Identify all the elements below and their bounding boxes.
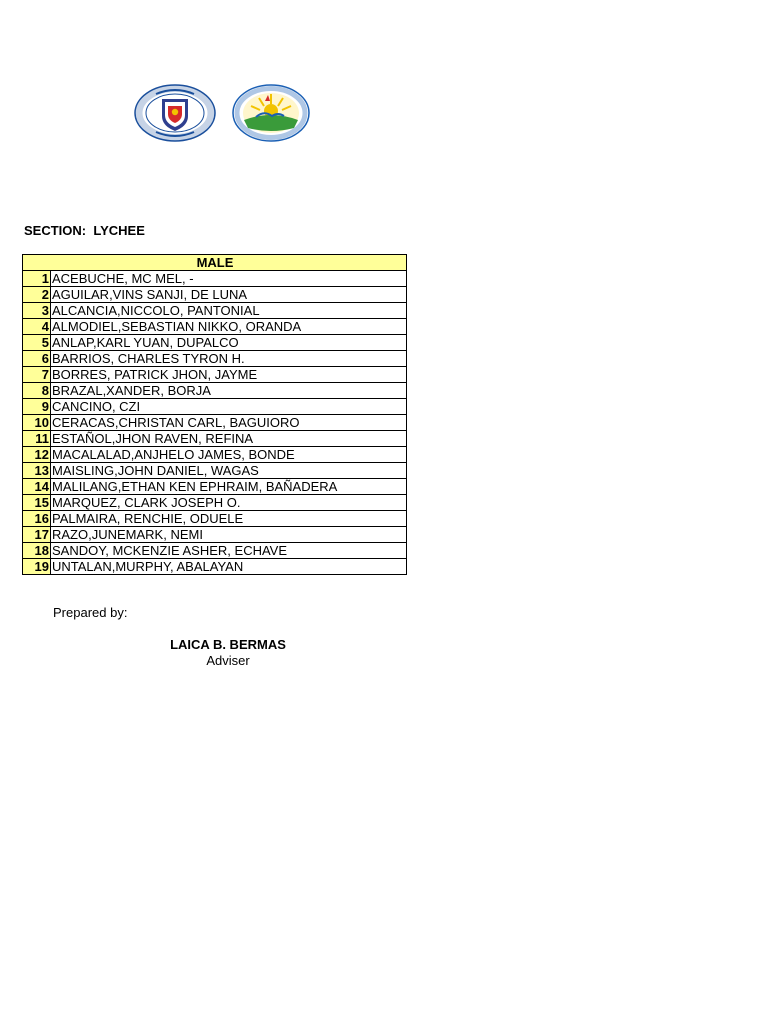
student-name: MAISLING,JOHN DANIEL, WAGAS — [51, 463, 407, 479]
table-row — [23, 559, 407, 575]
row-number: 11 — [23, 431, 51, 447]
row-number: 18 — [23, 543, 51, 559]
section-name: LYCHEE — [93, 223, 145, 238]
row-number: 3 — [23, 303, 51, 319]
row-number: 5 — [23, 335, 51, 351]
male-roster-table — [22, 254, 407, 575]
table-row — [23, 319, 407, 335]
student-name: ANLAP,KARL YUAN, DUPALCO — [51, 335, 407, 351]
student-name: MARQUEZ, CLARK JOSEPH O. — [51, 495, 407, 511]
prepared-by-label: Prepared by: — [53, 605, 128, 620]
student-name: PALMAIRA, RENCHIE, ODUELE — [51, 511, 407, 527]
student-name: UNTALAN,MURPHY, ABALAYAN — [51, 559, 407, 575]
table-row — [23, 495, 407, 511]
table-row — [23, 479, 407, 495]
row-number: 14 — [23, 479, 51, 495]
table-row — [23, 383, 407, 399]
adviser-title: Adviser — [206, 653, 250, 668]
row-number: 6 — [23, 351, 51, 367]
row-number: 4 — [23, 319, 51, 335]
student-name: MALILANG,ETHAN KEN EPHRAIM, BAÑADERA — [51, 479, 407, 495]
student-name: CERACAS,CHRISTAN CARL, BAGUIORO — [51, 415, 407, 431]
table-row — [23, 271, 407, 287]
section-label: SECTION: — [24, 223, 87, 238]
roster-header-row — [23, 255, 407, 271]
student-name: ESTAÑOL,JHON RAVEN, REFINA — [51, 431, 407, 447]
table-row — [23, 447, 407, 463]
row-number: 15 — [23, 495, 51, 511]
student-name: AGUILAR,VINS SANJI, DE LUNA — [51, 287, 407, 303]
student-name: ACEBUCHE, MC MEL, - — [51, 271, 407, 287]
student-name: ALMODIEL,SEBASTIAN NIKKO, ORANDA — [51, 319, 407, 335]
table-row — [23, 431, 407, 447]
student-name: MACALALAD,ANJHELO JAMES, BONDE — [51, 447, 407, 463]
student-name: BRAZAL,XANDER, BORJA — [51, 383, 407, 399]
row-number: 1 — [23, 271, 51, 287]
row-number: 10 — [23, 415, 51, 431]
row-number: 8 — [23, 383, 51, 399]
student-name: ALCANCIA,NICCOLO, PANTONIAL — [51, 303, 407, 319]
row-number: 13 — [23, 463, 51, 479]
table-row — [23, 543, 407, 559]
student-name: BORRES, PATRICK JHON, JAYME — [51, 367, 407, 383]
deped-seal-icon — [134, 84, 216, 142]
deped-seal-logo — [134, 84, 216, 142]
table-row — [23, 399, 407, 415]
student-name: CANCINO, CZI — [51, 399, 407, 415]
student-name: RAZO,JUNEMARK, NEMI — [51, 527, 407, 543]
section-heading — [24, 223, 145, 238]
row-number: 7 — [23, 367, 51, 383]
table-row — [23, 335, 407, 351]
table-row — [23, 351, 407, 367]
row-number: 17 — [23, 527, 51, 543]
table-row — [23, 367, 407, 383]
table-row — [23, 527, 407, 543]
student-name: SANDOY, MCKENZIE ASHER, ECHAVE — [51, 543, 407, 559]
rizal-division-logo — [232, 84, 310, 142]
row-number: 16 — [23, 511, 51, 527]
table-row — [23, 303, 407, 319]
table-row — [23, 287, 407, 303]
rizal-seal-icon — [232, 84, 310, 142]
row-number: 12 — [23, 447, 51, 463]
table-row — [23, 463, 407, 479]
row-number: 19 — [23, 559, 51, 575]
student-name: BARRIOS, CHARLES TYRON H. — [51, 351, 407, 367]
roster-header-male: MALE — [23, 255, 407, 271]
table-row — [23, 415, 407, 431]
table-row — [23, 511, 407, 527]
row-number: 2 — [23, 287, 51, 303]
roster-body — [23, 271, 407, 575]
row-number: 9 — [23, 399, 51, 415]
adviser-name: LAICA B. BERMAS — [170, 637, 286, 652]
